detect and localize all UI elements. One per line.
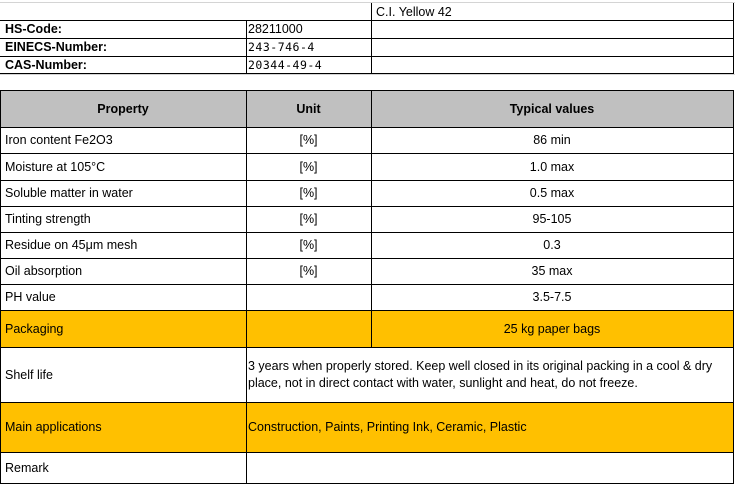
border — [0, 38, 733, 39]
row-unit — [246, 284, 371, 310]
gridline — [0, 74, 735, 75]
border — [0, 310, 734, 311]
row-value: 35 max — [531, 264, 573, 278]
border — [0, 232, 734, 233]
border — [0, 258, 734, 259]
border — [0, 284, 734, 285]
row-value: 86 min — [533, 133, 571, 147]
cas-value: 20344-49-4 — [248, 58, 323, 72]
border — [0, 20, 733, 21]
packaging-label: Packaging — [0, 310, 246, 347]
row-property: Moisture at 105°C — [5, 159, 106, 174]
row-unit: [%] — [299, 186, 318, 200]
row-unit: [%] — [299, 133, 318, 147]
cas-label: CAS-Number: — [5, 58, 87, 72]
border — [0, 127, 734, 128]
column-header-property: Property — [0, 90, 246, 127]
row-property: Residue on 45μm mesh — [5, 238, 138, 252]
row-unit: [%] — [299, 238, 318, 252]
column-header-unit: Unit — [246, 90, 371, 127]
einecs-label: EINECS-Number: — [5, 40, 108, 54]
row-value: 0.5 max — [529, 186, 575, 200]
remark-label: Remark — [5, 460, 49, 475]
border — [0, 402, 734, 403]
border — [733, 3, 734, 74]
row-property: Iron content Fe2O3 — [5, 133, 113, 147]
row-value: 95-105 — [532, 212, 572, 226]
border — [0, 452, 734, 453]
border — [0, 153, 734, 154]
row-property: Soluble matter in water — [5, 186, 133, 200]
product-name: C.I. Yellow 42 — [376, 4, 452, 19]
row-value: 3.5-7.5 — [532, 290, 572, 304]
hs-code-value: 28211000 — [248, 22, 303, 36]
packaging-value: 25 kg paper bags — [371, 310, 733, 347]
border — [0, 483, 734, 484]
row-property: Tinting strength — [5, 212, 91, 226]
border — [0, 73, 733, 74]
border — [0, 347, 734, 348]
border — [0, 180, 734, 181]
border — [0, 206, 734, 207]
shelf-life-value: 3 years when properly stored. Keep well closed in its original packing in a cool & dry place, not in direct contact with water, sunlight and heat, do not freeze. — [248, 358, 713, 390]
border — [371, 3, 372, 74]
row-unit: [%] — [299, 159, 318, 174]
row-unit: [%] — [299, 212, 318, 226]
shelf-life-label: Shelf life — [5, 367, 53, 382]
remark-value — [246, 452, 733, 483]
main-applications-label: Main applications — [0, 402, 246, 452]
border — [0, 56, 733, 57]
row-property: Oil absorption — [5, 264, 83, 278]
row-unit: [%] — [299, 264, 318, 278]
hs-code-label: HS-Code: — [5, 22, 62, 36]
row-property: PH value — [5, 290, 56, 304]
column-header-typical-values: Typical values — [371, 90, 733, 127]
border — [371, 90, 372, 347]
row-value: 1.0 max — [529, 159, 575, 174]
border — [246, 90, 247, 484]
packaging-unit-empty — [246, 310, 371, 347]
row-value: 0.3 — [543, 238, 561, 252]
border — [0, 90, 734, 91]
gridline — [0, 2, 735, 3]
border — [0, 90, 1, 484]
border — [733, 90, 734, 484]
einecs-value: 243-746-4 — [248, 40, 315, 54]
border — [246, 20, 247, 74]
main-applications-value: Construction, Paints, Printing Ink, Ceramic, Plastic — [246, 402, 733, 452]
